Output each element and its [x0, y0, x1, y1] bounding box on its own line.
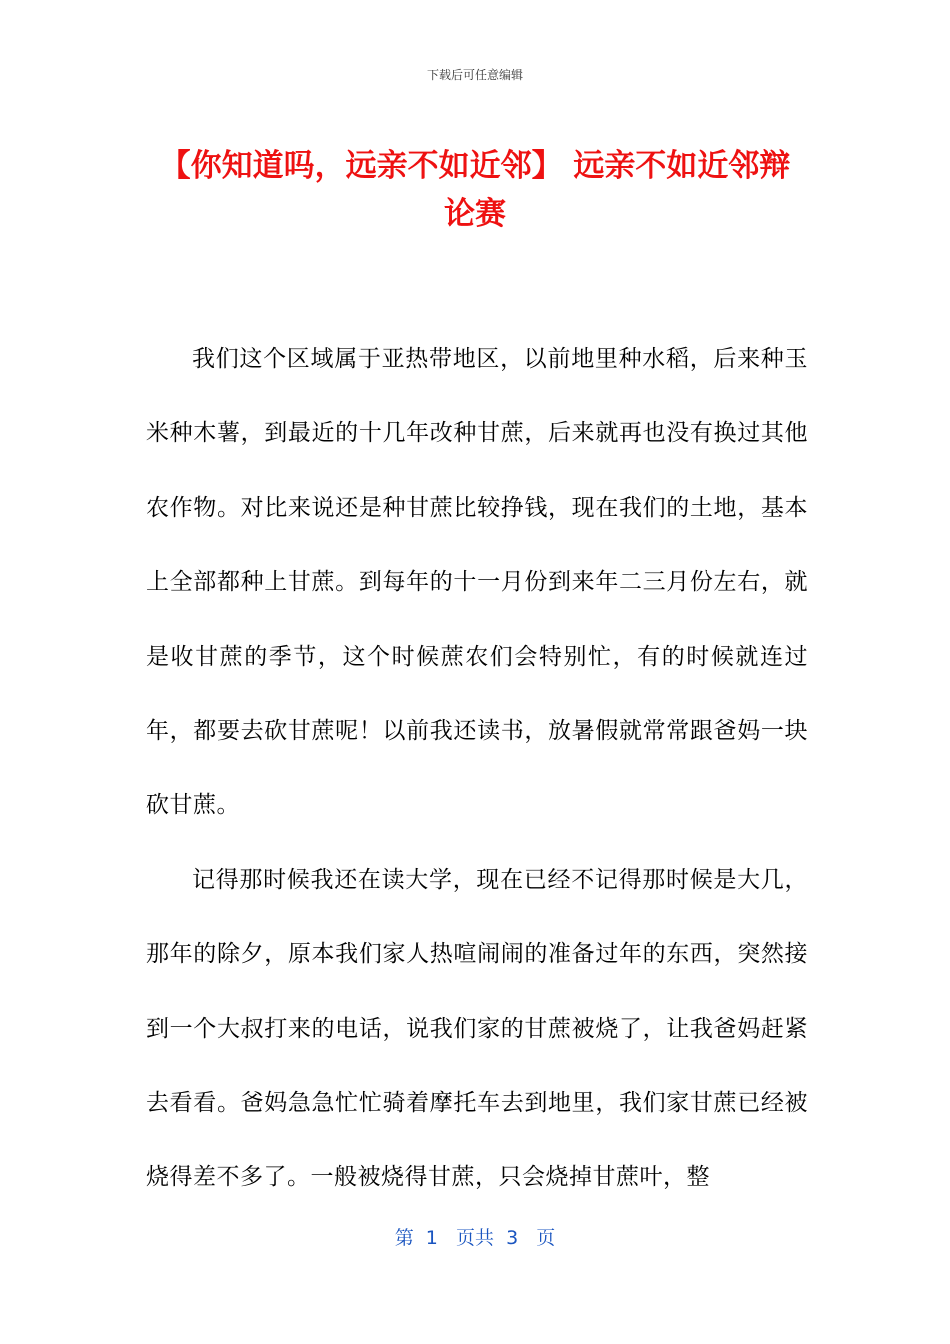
page-number: 第 1 页共 3 页 [394, 1227, 556, 1249]
paragraph: 记得那时候我还在读大学，现在已经不记得那时候是大几，那年的除夕，原本我们家人热喧闹闹的准备过年的东西，突然接到一个大叔打来的电话，说我们家的甘蔗被烧了，让我爸妈赶紧去看看。爸妈急急忙忙骑着摩托车去到地里，我们家甘蔗已经被烧得差不多了。一般被烧得甘蔗，只会烧掉甘蔗叶，整 [146, 866, 808, 1191]
document-title: 【你知道吗，远亲不如近邻】 远亲不如近邻辩论赛 [159, 148, 791, 232]
document-body [146, 322, 808, 1215]
paragraph: 我们这个区域属于亚热带地区，以前地里种水稻，后来种玉米种木薯，到最近的十几年改种甘蔗，后来就再也没有换过其他农作物。对比来说还是种甘蔗比较挣钱，现在我们的土地，基本上全部都种上甘蔗。到每年的十一月份到来年二三月份左右，就是收甘蔗的季节，这个时候蔗农们会特别忙，有的时候就连过年，都要去砍甘蔗呢！以前我还读书，放暑假就常常跟爸妈一块砍甘蔗。 [146, 346, 808, 819]
header-note: 下载后可任意编辑 [426, 68, 523, 82]
